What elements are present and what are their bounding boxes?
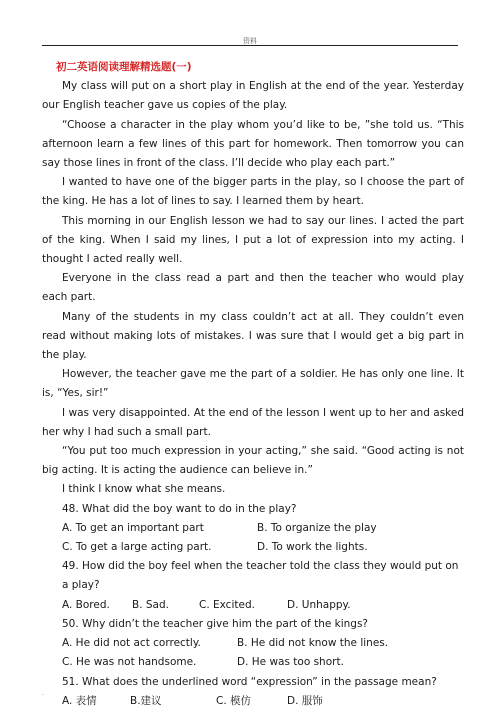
document-title: 初二英语阅读理解精选题(一): [56, 61, 192, 73]
question-49-options: [42, 596, 464, 615]
passage-paragraph: Everyone in the class read a part and then the teacher who would play each part.: [42, 272, 464, 304]
question-51-stem-after: in the passage mean?: [317, 675, 437, 688]
document-body: [42, 58, 464, 711]
question-50-stem: 50. Why didn’t the teacher give him the part of the kings?: [62, 617, 369, 630]
question-48-option-b: B. To organize the play: [257, 521, 377, 534]
passage-paragraph: I wanted to have one of the bigger parts in the play, so I choose the part of the king. He has a lot of lines to say. I learned them by heart.: [42, 176, 464, 208]
question-51-stem-before: 51. What does the underlined word: [62, 675, 251, 688]
question-51-stem: [42, 673, 464, 692]
header-label: 资料: [243, 37, 257, 45]
question-49-option-d: D. Unhappy.: [287, 598, 351, 611]
question-48-option-a: A. To get an important part: [62, 521, 204, 534]
question-49-option-a: A. Bored.: [62, 598, 110, 611]
passage-paragraph: “You put too much expression in your acting,” she said. “Good acting is not big acting. It is acting the audience can believe in.”: [42, 445, 464, 477]
passage-paragraph: However, the teacher gave me the part of a soldier. He has only one line. It is, “Yes, sir!”: [42, 368, 464, 400]
header-rule: [42, 45, 458, 46]
passage-paragraph: “Choose a character in the play whom you’d like to be, ”she told us. “This afternoon learn a few lines of this part for homework. Then tomorrow you can say those lines in front of the class. I’ll decide who play each part.”: [42, 118, 464, 170]
question-51-option-a: A. 表情: [62, 694, 97, 707]
passage-paragraph: I was very disappointed. At the end of the lesson I went up to her and asked her why I had such a small part.: [42, 406, 464, 438]
question-48-options-row-2: [42, 538, 464, 557]
passage-paragraph: This morning in our English lesson we had to say our lines. I acted the part of the king. When I said my lines, I put a lot of expression into my acting. I thought I acted really well.: [42, 214, 464, 266]
question-51-underlined-word: “expression”: [250, 675, 318, 688]
passage-paragraph: I think I know what she means.: [62, 483, 226, 496]
question-51-option-d: D. 服饰: [287, 694, 323, 707]
question-48-options-row-1: [42, 519, 464, 538]
question-51-options: [42, 692, 464, 711]
footer-mark: .: [42, 690, 44, 697]
question-49-stem: 49. How did the boy feel when the teacher told the class they would put on a play?: [62, 560, 459, 592]
question-49-option-c: C. Excited.: [199, 598, 255, 611]
question-50-option-b: B. He did not know the lines.: [237, 637, 389, 650]
question-48-option-c: C. To get a large acting part.: [62, 541, 212, 554]
passage-paragraph: Many of the students in my class couldn’t act at all. They couldn’t even read without making lots of mistakes. I was sure that I would get a big part in the play.: [42, 310, 464, 362]
question-50-option-a: A. He did not act correctly.: [62, 637, 201, 650]
question-48-option-d: D. To work the lights.: [257, 541, 368, 554]
question-48-stem: 48. What did the boy want to do in the play?: [62, 502, 297, 515]
passage-paragraph: My class will put on a short play in English at the end of the year. Yesterday our English teacher gave us copies of the play.: [42, 80, 464, 112]
question-51-option-c: C. 模仿: [216, 694, 252, 707]
question-51-option-b: B.建议: [130, 694, 162, 707]
question-50-option-d: D. He was too short.: [237, 656, 344, 669]
question-50-options-row-1: [42, 634, 464, 653]
question-50-options-row-2: [42, 653, 464, 672]
question-49-option-b: B. Sad.: [132, 598, 169, 611]
question-50-option-c: C. He was not handsome.: [62, 656, 197, 669]
